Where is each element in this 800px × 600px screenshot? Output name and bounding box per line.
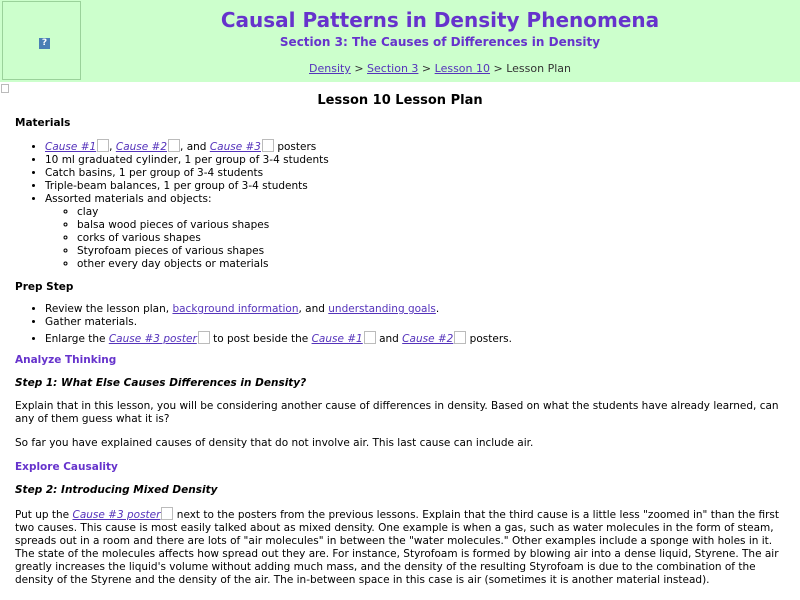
cause-3-poster-link[interactable]: Cause #3 poster bbox=[108, 333, 197, 345]
materials-list bbox=[15, 139, 785, 271]
header-banner bbox=[0, 0, 800, 82]
breadcrumb-link-lesson-10[interactable]: Lesson 10 bbox=[434, 62, 491, 75]
text: . bbox=[435, 303, 440, 315]
image-placeholder bbox=[454, 331, 466, 344]
text: Assorted materials and objects: bbox=[45, 193, 212, 205]
section-subtitle: Section 3: The Causes of Differences in Density bbox=[279, 35, 601, 49]
text: , and bbox=[180, 141, 210, 153]
list-item bbox=[45, 331, 785, 346]
list-item bbox=[45, 193, 785, 271]
text: posters. bbox=[466, 333, 512, 345]
breadcrumb-separator: > bbox=[350, 62, 368, 75]
breadcrumb-link-density[interactable]: Density bbox=[309, 62, 351, 75]
image-placeholder bbox=[1, 84, 9, 93]
text: to post beside the bbox=[209, 333, 312, 345]
text: Put up the bbox=[15, 509, 73, 521]
assorted-materials-list bbox=[45, 206, 785, 271]
text: posters bbox=[273, 141, 317, 153]
page-title: Lesson 10 Lesson Plan bbox=[317, 93, 483, 108]
cause-1-link[interactable]: Cause #1 bbox=[311, 333, 363, 345]
image-placeholder bbox=[168, 139, 180, 152]
breadcrumb bbox=[0, 62, 800, 75]
list-item: • Triple-beam balances, 1 per group of 3-4 students bbox=[45, 180, 785, 193]
text: Review the lesson plan, bbox=[45, 303, 173, 315]
broken-image-icon: ? bbox=[39, 38, 50, 49]
list-item bbox=[45, 303, 785, 316]
cause-3-link[interactable]: Cause #3 bbox=[209, 141, 261, 153]
text: next to the posters from the previous lessons. Explain that the third cause is a little less "zoomed in" than the first two causes. This cause is most easily talked about as mixed density. One example is when a gas, such as water molecules in the form of steam, spreads out in a room and there are lots of "air molecules" in between the "water molecules." Other examples include a sponge with holes in it. The state of the molecules affects how spread out they are. For instance, Styrofoam is formed by blowing air into a dense liquid, Styrene. The air greatly increases the liquid's volume without adding much mass, and the density of the resulting Styrofoam is due to the combination of the density of the Styrene and the density of the air. The in-between space in this case is air (sometimes it is another material instead). bbox=[15, 509, 780, 586]
prep-step-heading: Prep Step bbox=[15, 281, 74, 293]
site-title: Causal Patterns in Density Phenomena bbox=[220, 8, 660, 32]
text: and bbox=[375, 333, 403, 345]
sub-list-item: ◦ clay bbox=[77, 206, 785, 219]
text: Enlarge the bbox=[45, 333, 109, 345]
cause-1-link[interactable]: Cause #1 bbox=[45, 141, 97, 153]
main-content bbox=[15, 94, 785, 598]
breadcrumb-current: Lesson Plan bbox=[506, 62, 571, 75]
text: , and bbox=[298, 303, 329, 315]
analyze-thinking-heading: Analyze Thinking bbox=[15, 354, 117, 366]
cause-3-poster-link[interactable]: Cause #3 poster bbox=[72, 509, 161, 521]
image-placeholder bbox=[161, 507, 173, 520]
sub-list-item: ◦ balsa wood pieces of various shapes bbox=[77, 219, 785, 232]
prep-list bbox=[15, 303, 785, 346]
list-item bbox=[45, 139, 785, 154]
breadcrumb-separator: > bbox=[418, 62, 435, 75]
text: , bbox=[109, 141, 116, 153]
image-placeholder bbox=[97, 139, 109, 152]
step-1-title: Step 1: What Else Causes Differences in Density? bbox=[15, 377, 307, 389]
sub-list-item: ◦ Styrofoam pieces of various shapes bbox=[77, 245, 785, 258]
list-item: • Catch basins, 1 per group of 3-4 students bbox=[45, 167, 785, 180]
cause-2-link[interactable]: Cause #2 bbox=[402, 333, 454, 345]
breadcrumb-separator: > bbox=[490, 62, 507, 75]
image-placeholder bbox=[262, 139, 274, 152]
sub-list-item: ◦ other every day objects or materials bbox=[77, 258, 785, 271]
breadcrumb-link-section-3[interactable]: Section 3 bbox=[367, 62, 419, 75]
understanding-goals-link[interactable]: understanding goals bbox=[328, 303, 436, 315]
cause-2-link[interactable]: Cause #2 bbox=[115, 141, 168, 153]
step-2-title: Step 2: Introducing Mixed Density bbox=[15, 484, 218, 496]
image-placeholder bbox=[364, 331, 376, 344]
image-placeholder bbox=[198, 331, 210, 344]
materials-heading: Materials bbox=[15, 117, 71, 129]
list-item: • 10 ml graduated cylinder, 1 per group of 3-4 students bbox=[45, 154, 785, 167]
list-item: • Gather materials. bbox=[45, 316, 785, 329]
step-1-paragraph: Explain that in this lesson, you will be considering another cause of differences in density. Based on what the students have already learned, can any of them guess what it is? bbox=[15, 400, 779, 425]
sub-list-item: ◦ corks of various shapes bbox=[77, 232, 785, 245]
step-2-paragraph bbox=[15, 507, 785, 587]
background-information-link[interactable]: background information bbox=[172, 303, 299, 315]
explore-causality-heading: Explore Causality bbox=[15, 461, 118, 473]
step-1-paragraph-2: So far you have explained causes of density that do not involve air. This last cause can include air. bbox=[15, 437, 534, 449]
